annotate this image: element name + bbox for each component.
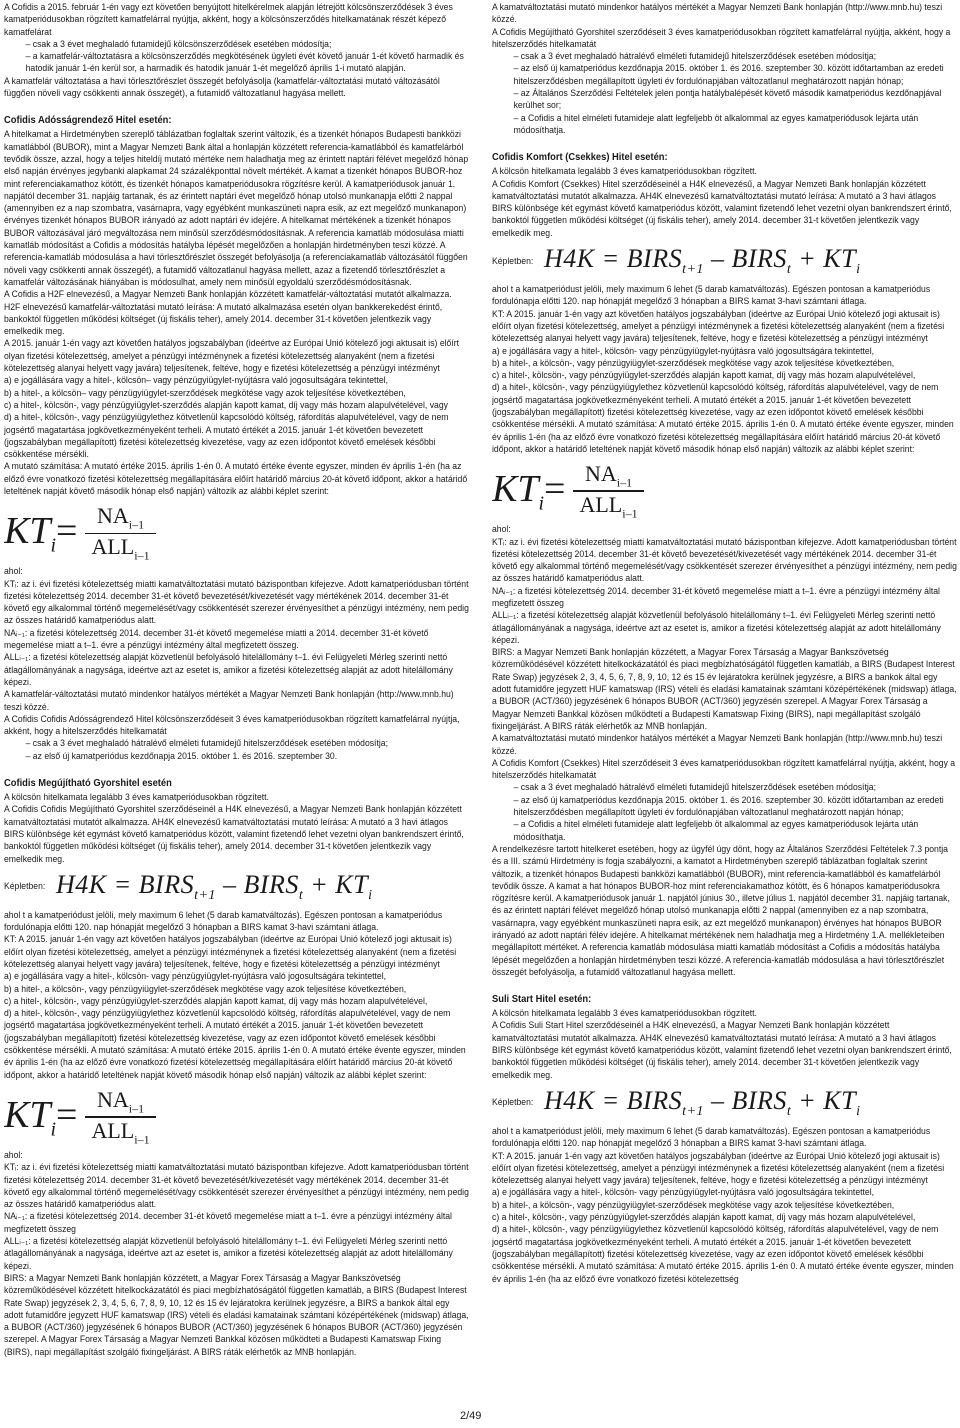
mnb-reference: A kamatfelár-változtatási mutató mindenkor hatályos mértékét a Magyar Nemzeti Bank honlapján (http://www.mnb.hu) teszi közzé. bbox=[4, 689, 454, 713]
section-title-komfort: Cofidis Komfort (Csekkes) Hitel esetén: bbox=[492, 152, 668, 164]
definition: NAᵢ₋₁: a fizetési kötelezettség 2014. december 31-ét követő megemelése miatt a t–1. évre a pénzügyi intézmény által megfizetett összeg bbox=[4, 1211, 452, 1235]
keplet-label: Képletben: bbox=[492, 1097, 534, 1109]
list-item: d) a hitel-, kölcsön-, vagy pénzügyiügylethez közvetlenül kapcsolódó költség, ráfordítás alapulvételével, vagy de nem jogsértő magatartása jogkövetkezményeként terheli. A mutató értékét a 2015. január 1-ét követően bevezetett (jogszabályban megállapított) fizetési kötelezettség kivezetése, vagy az ezen időpontot követő emelések későbbi csökkentése mérsékli. A mutató számítása: A mutató értéke 2015. április 1-én 0. A mutató értéke évente egyszer, minden év április 1-én (ha az előző évre vonatkozó fizetési kötelezettség megállapítására előírt határidő március 20-át követő időpont, akkor a határidő leteltének napját követő második hónap első napján) változik az alábbi képlet szerint: bbox=[492, 382, 954, 455]
list-item: b) a hitel-, a kölcsön-, vagy pénzügyiügylet-szerződések megkötése vagy azok teljesítése következtében, bbox=[492, 1199, 895, 1211]
intro-paragraph: A Cofidis a 2015. február 1-én vagy ezt követően benyújtott hitelkérelmek alapján létrejött kölcsönszerződések 3 éves kamatperiódusokban rögzített kamatfelárral nyújtja, akként, hogy a kölcsönszerződés hitelkamatának részét képező kamatfelárat bbox=[4, 2, 453, 38]
definition: BIRS: a Magyar Nemzeti Bank honlapján közzétett, a Magyar Forex Társaság a Magyar Bankszövetség közreműködésével közzétett hitelkockázatától és piaci megbízhatóságától független kamatláb, a BIRS (Budapest Interest Rate Swap) jegyzések 2, 3, 4, 5, 6, 7, 8, 9, 10, 12 és 15 év lejáratokra kerülnek jegyzésre, a BIRS a bankok által egy adott futamidőre jegyzett HUF kamatswap (IRS) vételi és eladási kamatainak számtani középértékének (midswap) átlaga, a BUBOR (ACT/360) jegyzésének 6 hónapos BUBOR (ACT/360) jegyzésének 6 hónapos BUBOR (ACT/360) jegyzésén szerepel. A Magyar Forex Társaság a Magyar Nemzeti Bankkal közösen működteti a Budapesti Kamatswap Fixing (BIRS), napi megállapítást szolgáló fixingeljárást. A BIRS ráták elérhetők az MNB honlapján. bbox=[4, 1272, 469, 1358]
body-paragraph: A Cofidis Suli Start Hitel szerződéseinél a H4K elnevezésű, a Magyar Nemzeti Bank honlapján közzétett kamatváltoztatási mutatót alkalmazza. AH4K elnevezésű kamatváltoztatási mutató leírása: A mutató a 3 havi átlagos BIRS különbsége két egymást követő kamatperiódus között, valamint fizetendő lehet vezetni olyan bankrendszert érintő, bankoktól független működési költséget (új fiskális teher), amely 2014. december 31-t követően jelentkezik vagy emelkedik meg. bbox=[492, 1020, 952, 1081]
kt-formula bbox=[4, 1088, 470, 1146]
list-item: – csak a 3 évet meghaladó hátralévő elméleti futamidejű hitelszerződések esetében módosítja; bbox=[25, 738, 388, 750]
body-paragraph: A hitelkamat a Hirdetményben szereplő táblázatban foglaltak szerint változik, és a tizenkét hónapos Budapesti bankközi kamatlábból (BUBOR), mint a Magyar Nemzeti Bank által a honlapján közzétett referencia-kamatlábból és kamatfelárból tevődik össze, azzal, hogy a teljes hiteldíj mutató mértéke nem haladhatja meg az érintett naptári félévet megelőző hónap első napján érvényes jegybanki alapkamat 24 százalékponttal növelt mértékét. A kamat a tizenkét hónapos BUBOR-hoz mint referenciakamathoz kötött, és tizenkét hónapos kamatperiódusokra rögzítésre kerül. A kamatperiódusok január 1. napjától december 31. napjáig tartanak, és az érintett naptári évet megelőző hónap utolsó munkanapja előtti 2 nappal (amennyiben ez a nap szombatra, vasárnapra, vagy egyébként munkaszüneti napra esik, az ezt megelőző munkanapon) érvényes tizenkét hónapos BUBOR irányadó az adott naptári év idejére. A hitelkamat mértékének a tizenkét hónapos BUBOR változásával járó megváltozása nem minősül szerződésmódosításnak. A referencia kamatláb módosulása miatti kamatláb módosítást a Cofidis a módosítás hatályba lépését megelőzően a honlapján hirdetményben teszi közzé. A referencia-kamatláb módosulása a havi törlesztőrészlet összegét befolyásolja (a referenciakamatláb változásától függően növeli vagy csökkenti annak összegét), a futamidő változatlanul hagyása mellett, azaz a fizetendő törlesztőrészlet a kamatfelár változásának hiányában is módosulhat, amely nem minősül egyoldalú szerződésmódosításnak. bbox=[4, 129, 469, 288]
list-item: – csak a 3 évet meghaladó hátralévő elméleti futamidejű hitelszerződések esetében módosítja; bbox=[513, 51, 876, 63]
body-paragraph: KT: A 2015. január 1-én vagy azt követően hatályos jogszabályban (ideértve az Európai Unió kötelező jogi aktusait is) előírt olyan fizetési kötelezettség, amelyet a pénzügyi intézménynek a fizetési kötelezettség alanyaként (nem a fizetési kötelezettség alanyai helyett vagy javára) teljesítenek, feltéve, hogy e fizetési kötelezettség a pénzügyi intézményt bbox=[4, 934, 457, 970]
intro-paragraph: A kamatfelár változtatása a havi törlesztőrészlet összegét befolyásolja (kamatfelár-változtatási mutató változásától függően növeli vagy csökkenti annak összegét), a futamidő változatlanul hagyása mellett. bbox=[4, 75, 440, 100]
list-item: b) a hitel-, a kölcsön– vagy pénzügyiügylet-szerződések megkötése vagy azok teljesítése következtében, bbox=[4, 387, 406, 399]
list-item: – az első új kamatperiódus kezdőnapja 2015. október 1. és 2016. szeptember 30. között időtartamban az eredeti hitelszerződésben megállapított ügyleti év fordulónapjában változatlanul meghatározott napján hónap; bbox=[513, 63, 944, 87]
list-item: c) a hitel-, kölcsön-, vagy pénzügyiügylet-szerződés alapján kapott kamat, díj vagy más hozam alapulvételével, vagy bbox=[4, 399, 448, 411]
h4k-formula-text: $H4K = BIRS_{t+1}$ – $BIRS_t + KT_i$ bbox=[56, 869, 373, 903]
body-paragraph: KT: A 2015. január 1-én vagy azt követően hatályos jogszabályban (ideértve az Európai Unió kötelező jogi aktusait is) előírt olyan fizetési kötelezettség, amelyet a pénzügyi intézménynek a fizetési kötelezettség alanyaként (nem a fizetési kötelezettség alanyai helyett vagy javára) teljesítenek, feltéve, hogy e fizetési kötelezettség a pénzügyi intézményt bbox=[492, 308, 945, 345]
formula-fraction: $\frac{NA_{i-1}}{ALL_{i-1}}$ bbox=[85, 1087, 155, 1147]
body-paragraph: A Cofidis Komfort (Csekkes) Hitel szerződéseinél a H4K elnevezésű, a Magyar Nemzeti Bank honlapján közzétett kamatváltoztatási mutatót alkalmazza. AH4K elnevezésű kamatváltoztatási mutató leírása: A mutató a 3 havi átlagos BIRS különbsége két egymást követő kamatperiódus között, valamint fizetendő lehet vezetni olyan bankrendszert érintő, bankoktól független működési költséget (új fiskális teher), amely 2014. december 31-t követően jelentkezik vagy emelkedik meg. bbox=[492, 178, 952, 239]
ahol-label: ahol: bbox=[4, 566, 23, 578]
list-item: – csak a 3 évet meghaladó hátralévő elméleti futamidejű hitelszerződések esetében módosítja; bbox=[513, 782, 876, 794]
list-item: – az Általános Szerződési Feltételek jelen pontja hatálybalépését követő második kamatperiódus kezdőnapjával kerülhet sor; bbox=[513, 88, 942, 112]
page-number: 2/49 bbox=[460, 1410, 482, 1422]
section-title-adossagrendezo: Cofidis Adósságrendező Hitel esetén: bbox=[4, 115, 172, 127]
keplet-label: Képletben: bbox=[492, 255, 534, 267]
mnb-reference: A kamatváltoztatási mutató mindenkor hatályos mértékét a Magyar Nemzeti Bank honlapján (http://www.mnb.hu) teszi közzé. bbox=[492, 733, 943, 757]
body-paragraph: A kölcsön hitelkamata legalább 3 éves kamatperiódusokban rögzített. bbox=[492, 1008, 757, 1020]
body-paragraph: A Cofidis Megújítható Gyorshitel szerződéseit 3 éves kamatperiódusokban rögzített kamatfelárral nyújtja, akként, hogy a hitelszerződés hitelkamatát bbox=[492, 26, 951, 50]
kt-formula bbox=[492, 462, 958, 520]
section-title-megujithato: Cofidis Megújítható Gyorshitel esetén bbox=[4, 778, 172, 790]
h4k-formula bbox=[492, 244, 958, 278]
body-paragraph: ahol t a kamatperiódust jelöli, mely maximum 6 lehet (5 darab kamatváltozás). Egészen pontosan a kamatperiódus fordulónapja előtti 120. nap hónapját megelőző 3 hónapban a BIRS kamat 3-havi számtani átlaga. bbox=[492, 1125, 931, 1150]
formula-fraction: $\frac{NA_{i-1}}{ALL_{i-1}}$ bbox=[85, 503, 155, 563]
list-item: a) e jogállására vagy a hitel-, kölcsön- vagy pénzügyiügylet-nyújtásra való jogosultságára tekintettel, bbox=[492, 345, 875, 357]
definition: KTᵢ: az i. évi fizetési kötelezettség miatti kamatváltoztatási mutató bázispontban kifejezve. Adott kamatperiódusban történt fizetési kötelezettség 2014. december 31-ét követő bevezetését/kivezetését vagy mértékének 2014. december 31-ét követő egy alkalommal történő megemelését/vagy csökkentését szerezer érvényesíthet a pénzügyi intézmény, nem pedig az összes határidő kamatperiódus alatt. bbox=[4, 578, 469, 627]
list-item: – a Cofidis a hitel elméleti futamideje alatt legfeljebb öt alkalommal az egyes kamatperiódusok lejárta után módosíthatja. bbox=[513, 819, 919, 843]
h4k-formula bbox=[4, 870, 470, 904]
definition: BIRS: a Magyar Nemzeti Bank honlapján közzétett, a Magyar Forex Társaság a Magyar Bankszövetség közreműködésével közzétett hitelkockázatától és piaci megbízhatóságától független kamatláb, a BIRS (Budapest Interest Rate Swap) jegyzések 2, 3, 4, 5, 6, 7, 8, 9, 10, 12 és 15 év lejáratokra kerülnek jegyzésre, a BIRS a bankok által egy adott futamidőre jegyzett HUF kamatswap (IRS) vételi és eladási kamatainak számtani középértékének (midswap) átlaga, a BUBOR (ACT/360) jegyzésének 6 hónapos BUBOR (ACT/360) jegyzésén szerepel. A Magyar Forex Társaság a Magyar Nemzeti Bankkal közösen működteti a Budapesti Kamatswap Fixing (BIRS), napi megállapítást szolgáló fixingeljárást. A BIRS ráták elérhetők az MNB honlapján. bbox=[492, 647, 957, 732]
formula-lhs: $KT_i=$ bbox=[4, 509, 78, 557]
intro-list-item: – a kamatfelár-változtatásra a kölcsönszerződés megkötésének ügyleti évét követő január 1-ét követő harmadik és hatodik január 1-én kerül sor, a harmadik és hatodik január 1-ét megelőző április 1-i mutató alapján. bbox=[25, 51, 464, 75]
h4k-formula-text: $H4K = BIRS_{t+1}$ – $BIRS_t + KT_i$ bbox=[544, 1085, 861, 1120]
kt-formula bbox=[4, 504, 470, 562]
list-item: a) e jogállására vagy a hitel-, kölcsön- vagy pénzügyiügylet-nyújtásra való jogosultságára tekintettel, bbox=[492, 1187, 875, 1199]
list-item: c) a hitel-, kölcsön-, vagy pénzügyiügylet-szerződés alapján kapott kamat, díj vagy más hozam alapulvételével, bbox=[492, 1212, 916, 1224]
formula-lhs: $KT_i=$ bbox=[492, 467, 566, 515]
list-item: b) a hitel-, a kölcsön-, vagy pénzügyiügylet-szerződések megkötése vagy azok teljesítése következtében, bbox=[492, 357, 895, 369]
list-item: a) e jogállására vagy a hitel-, kölcsön– vagy pénzügyiügylet-nyújtásra való jogosultságára tekintettel, bbox=[4, 375, 388, 387]
right-column bbox=[492, 2, 958, 1406]
list-item: a) e jogállására vagy a hitel-, kölcsön- vagy pénzügyiügylet-nyújtásra való jogosultságára tekintettel, bbox=[4, 971, 387, 983]
body-paragraph: A Cofidis a H2F elnevezésű, a Magyar Nemzeti Bank honlapján közzétett kamatfelár-változtatási mutatót alkalmazza. H2F elnevezésű kamatfelár-változtatási mutató leírása: A mutató alkalmazása esetén olyan bankkerekedést érintő, bankoktól független működési költséget (új fiskális teher), amely 2014. december 31-t követően jelentkezik vagy emelkedik meg. bbox=[4, 289, 452, 338]
body-paragraph: A Cofidis Cofidis Megújítható Gyorshitel szerződéseinél a H4K elnevezésű, a Magyar Nemzeti Bank honlapján közzétett kamatváltoztatási mutatót alkalmazza. AH4K elnevezésű kamatváltoztatási mutató leírása: A mutató a 3 havi átlagos BIRS különbsége két egymást követő kamatperiódus között, valamint fizetendő lehet vezetni olyan bankrendszert érintő, bankoktól független működési költséget (új fiskális teher), amely 2014. december 31-t követően jelentkezik vagy emelkedik meg. bbox=[4, 804, 464, 865]
definition: NAᵢ₋₁: a fizetési kötelezettség 2014. december 31-ét követő megemelése miatti a 2014. december 31-ét követő megemelése miatt a t–1. évre a pénzügyi intézmény által megfizetett összeg. bbox=[4, 627, 429, 652]
body-paragraph: A Cofidis Komfort (Csekkes) Hitel szerződéseit 3 éves kamatperiódusokban rögzített kamatfelárral nyújtja, akként, hogy a hitelszerződés hitelkamatát bbox=[492, 757, 956, 782]
keplet-label: Képletben: bbox=[4, 881, 46, 893]
formula-lhs: $KT_i=$ bbox=[4, 1093, 78, 1141]
h4k-formula-text: $H4K = BIRS_{t+1}$ – $BIRS_t + KT_i$ bbox=[544, 243, 861, 278]
list-item: b) a hitel-, a kölcsön-, vagy pénzügyiügylet-szerződések megkötése vagy azok teljesítése következtében, bbox=[4, 983, 407, 995]
body-paragraph: A rendelkezésre tartott hitelkeret esetében, hogy az ügyfél úgy dönt, hogy az Általános Szerződési Feltételek 7.3 pontja és a III. számú Hirdetmény is fogja szabályozni, a kamatot a Hirdetményben szereplő táblázatban foglaltak szerint változik, a tizenkét hónapos Budapesti bankközi kamatlábból (BUBOR), mint referencia-kamatlábból és kamatfelárból tevődik össze. A kamat a hat hónapos BUBOR-hoz mint referenciakamathoz kötött, és 6 hónapos kamatperiódusokra rögzítésre kerül. A kamatperiódusok január 1. napjától június 30., illetve július 1. napjától december 31. napjáig tartanak, és az érintett naptári félévet megelőző hónap utolsó munkanapja előtti 2 nappal (amennyiben ez a nap szombatra, vasárnapra, vagy egyébként munkaszüneti napra esik, az ezt megelőző munkanapon) érvényes hat hónapos BUBOR irányadó az adott naptári félév idejére. A hitelkamat mértékének nem haladhatja meg a Hirdetmény 1.A. mellékleteiben megállapított mértéket. A referencia kamatláb módosulása miatti kamatláb módosítást a Cofidis a módosítás hatályba lépését megelőzően a honlapján hirdetményben teszi közzé. A referencia-kamatláb módosulása a havi törlesztőrészlet összegét befolyásolja, a futamidő változatlanul hagyása mellett. bbox=[492, 843, 950, 978]
list-item: – az első új kamatperiódus kezdőnapja 2015. október 1. és 2016. szeptember 30. között időtartamban az eredeti hitelszerződésben megállapított ügyleti év fordulónapjában változatlanul meghatározott napján hónap; bbox=[513, 794, 944, 819]
list-item: – az első új kamatperiódus kezdőnapja 2015. október 1. és 2016. szeptember 30. bbox=[25, 750, 338, 762]
definition: ALLᵢ₋₁: a fizetési kötelezettség alapját közvetlenül befolyásoló hitelállomány t–1. évi Felügyeleti Mérleg szerinti nettó átlagállományának a nagysága, ideértve azt az esetet is, amikor a fizetési kötelezettség alapját az adott hitelállomány képezi. bbox=[4, 1236, 453, 1272]
ahol-label: ahol: bbox=[492, 524, 511, 536]
definition: NAᵢ₋₁: a fizetési kötelezettség 2014. december 31-ét követő megemelése miatt a t–1. évre a pénzügyi intézmény által megfizetett összeg bbox=[492, 585, 940, 609]
list-item: c) a hitel-, kölcsön-, vagy pénzügyiügylet-szerződés alapján kapott kamat, díj vagy más hozam alapulvételével, bbox=[492, 370, 916, 382]
body-paragraph: ahol t a kamatperiódust jelöli, mely maximum 6 lehet (5 darab kamatváltozás). Egészen pontosan a kamatperiódus fordulónapja előtti 120. nap hónapját megelőző 3 hónapban a BIRS kamat 3-havi számtani átlaga. bbox=[492, 284, 931, 308]
body-paragraph: ahol t a kamatperiódust jelöli, mely maximum 6 lehet (5 darab kamatváltozás). Egészen pontosan a kamatperiódus fordulónapja előtti 120. nap hónapját megelőző 3 hónapban a BIRS kamat 3-havi számtani átlaga. bbox=[4, 909, 443, 934]
list-item: d) a hitel-, kölcsön-, vagy pénzügyiügylethez közvetlenül kapcsolódó költség, ráfordítás alapulvételével, vagy de nem jogsértő magatartása jogkövetkezményeként terheli. A mutató értékét a 2015. január 1-ét követően bevezetett (jogszabályban megállapított) fizetési kötelezettség kivezetése, vagy az ezen időpontot követő emelések későbbi csökkentése mérsékli. A mutató számítása: A mutató értéke 2015. április 1-én 0. A mutató értéke évente egyszer, minden év április 1-én (ha az előző évre vonatkozó fizetési kötelezettség megállapítására előírt határidő március 20-át követő időpont, akkor a határidő leteltének napját követő második hónap első napján) változik az alábbi képlet szerint: bbox=[4, 1008, 466, 1081]
body-paragraph: A kölcsön hitelkamata legalább 3 éves kamatperiódusokban rögzített. bbox=[4, 792, 269, 804]
h4k-formula bbox=[492, 1086, 958, 1120]
formula-fraction: $\frac{NA_{i-1}}{ALL_{i-1}}$ bbox=[573, 461, 643, 521]
body-paragraph: A 2015. január 1-én vagy azt követően hatályos jogszabályban (ideértve az Európai Unió kötelező jogi aktusait is) előírt olyan fizetési kötelezettség, amelyet a pénzügyi intézménynek a fizetési kötelezettség alanyaként (nem a fizetési kötelezettség alanyai helyett vagy javára) teljesítenek, feltéve, hogy e fizetési kötelezettség a pénzügyi intézményt bbox=[4, 338, 460, 375]
definition: KTᵢ: az i. évi fizetési kötelezettség miatti kamatváltoztatási mutató bázispontban kifejezve. Adott kamatperiódusban történt fizetési kötelezettség 2014. december 31-ét követő bevezetését/kivezetését vagy mértékének 2014. december 31-ét követő egy alkalommal történő megemelését/vagy csökkentését szerezer érvényesíthet a pénzügyi intézmény, nem pedig az összes határidő kamatperiódus alatt. bbox=[492, 536, 957, 585]
body-paragraph: A mutató számítása: A mutató értéke 2015. április 1-én 0. A mutató értéke évente egyszer, minden év április 1-én (ha az előző évre vonatkozó fizetési kötelezettség megállapítására előírt határidő március 20-át követő időpont, akkor a határidő leteltének napját követő második hónap első napján) változik az alábbi képlet szerint: bbox=[4, 461, 468, 497]
list-item: d) a hitel-, kölcsön-, vagy pénzügyiügylethez kötvetlenül kapcsolódó költség, ráfordítás alapulvételével, vagy de nem jogsértő magatartása jogkövetkezményeként terheli. A mutató értékét a 2015. január 1-ét követően bevezetett (jogszabályban megállapított) fizetési kötelezettség kivezetése, vagy az ezen időpontot követő emelések későbbi csökkentése mérsékli. bbox=[4, 412, 449, 461]
section-title-suli-start: Suli Start Hitel esetén: bbox=[492, 994, 592, 1006]
definition: ALLᵢ₋₁: a fizetési kötelezettség alapját közvetlenül befolyásoló hitelállomány t–1. évi Felügyeleti Mérleg szerinti nettó átlagállományának a nagysága, ideértve azt az esetet is, amikor a fizetési kötelezettség alapját az adott hitelállomány képezi. bbox=[492, 610, 941, 646]
ahol-label: ahol: bbox=[4, 1149, 23, 1161]
definition: ALLᵢ₋₁: a fizetési kötelezettség alapját közvetlenül befolyásoló hitelállomány t–1. évi Felügyeleti Mérleg szerinti nettó átlagállományának a nagysága, ideértve azt az esetet is, amikor a fizetési kötelezettség alapját az adott hitelállomány képezi. bbox=[4, 652, 453, 688]
body-paragraph: A kölcsön hitelkamata legalább 3 éves kamatperiódusokban rögzített. bbox=[492, 166, 757, 178]
body-paragraph: A Cofidis Cofidis Adósságrendező Hitel kölcsönszerződéseit 3 éves kamatperiódusokban rögzített kamatfelárral nyújtja, akként, hogy a hitelszerződés hitelkamatát bbox=[4, 713, 460, 738]
list-item: c) a hitel-, kölcsön-, vagy pénzügyiügylet-szerződés alapján kapott kamat, díj vagy más hozam alapulvételével, bbox=[4, 995, 428, 1007]
mnb-reference: A kamatváltoztatási mutató mindenkor hatályos mértékét a Magyar Nemzeti Bank honlapján (http://www.mnb.hu) teszi közzé. bbox=[492, 2, 943, 26]
intro-list-item: – csak a 3 évet meghaladó futamidejű kölcsönszerződések esetében módosítja; bbox=[25, 38, 332, 50]
body-paragraph: KT: A 2015. január 1-én vagy azt követően hatályos jogszabályban (ideértve az Európai Unió kötelező jogi aktusait is) előírt olyan fizetési kötelezettség, amelyet a pénzügyi intézménynek a fizetési kötelezettség alanyaként (nem a fizetési kötelezettség alanyai helyett vagy javára) teljesítenek, feltéve, hogy e fizetési kötelezettség a pénzügyi intézményt bbox=[492, 1150, 945, 1187]
list-item: – a Cofidis a hitel elméleti futamideje alatt legfeljebb öt alkalommal az egyes kamatperiódusok lejárta után módosíthatja. bbox=[513, 112, 919, 136]
definition: KTᵢ: az i. évi fizetési kötelezettség miatti kamatváltoztatási mutató bázispontban kifejezve. Adott kamatperiódusban történt fizetési kötelezettség 2014. december 31-ét követő bevezetését/kivezetését vagy mértékének 2014. december 31-ét követő egy alkalommal történő megemelését/vagy csökkentését szerezer érvényesíthet a pénzügyi intézmény, nem pedig az összes határidő kamatperiódus alatt. bbox=[4, 1162, 469, 1211]
list-item: d) a hitel-, kölcsön-, vagy pénzügyiügylethez közvetlenül kapcsolódó költség, ráfordítás alapulvételével, vagy de nem jogsértő magatartása jogkövetkezményeként terheli. A mutató értékét a 2015. január 1-ét követően bevezetett (jogszabályban megállapított) fizetési kötelezettség kivezetése, vagy az ezen időpontot követő emelések későbbi csökkentése mérsékli. A mutató számítása: A mutató értéke 2015. április 1-én 0. A mutató értéke évente egyszer, minden év április 1-én (ha az előző évre vonatkozó fizetési kötelezettség bbox=[492, 1224, 954, 1285]
left-column bbox=[4, 2, 470, 1406]
